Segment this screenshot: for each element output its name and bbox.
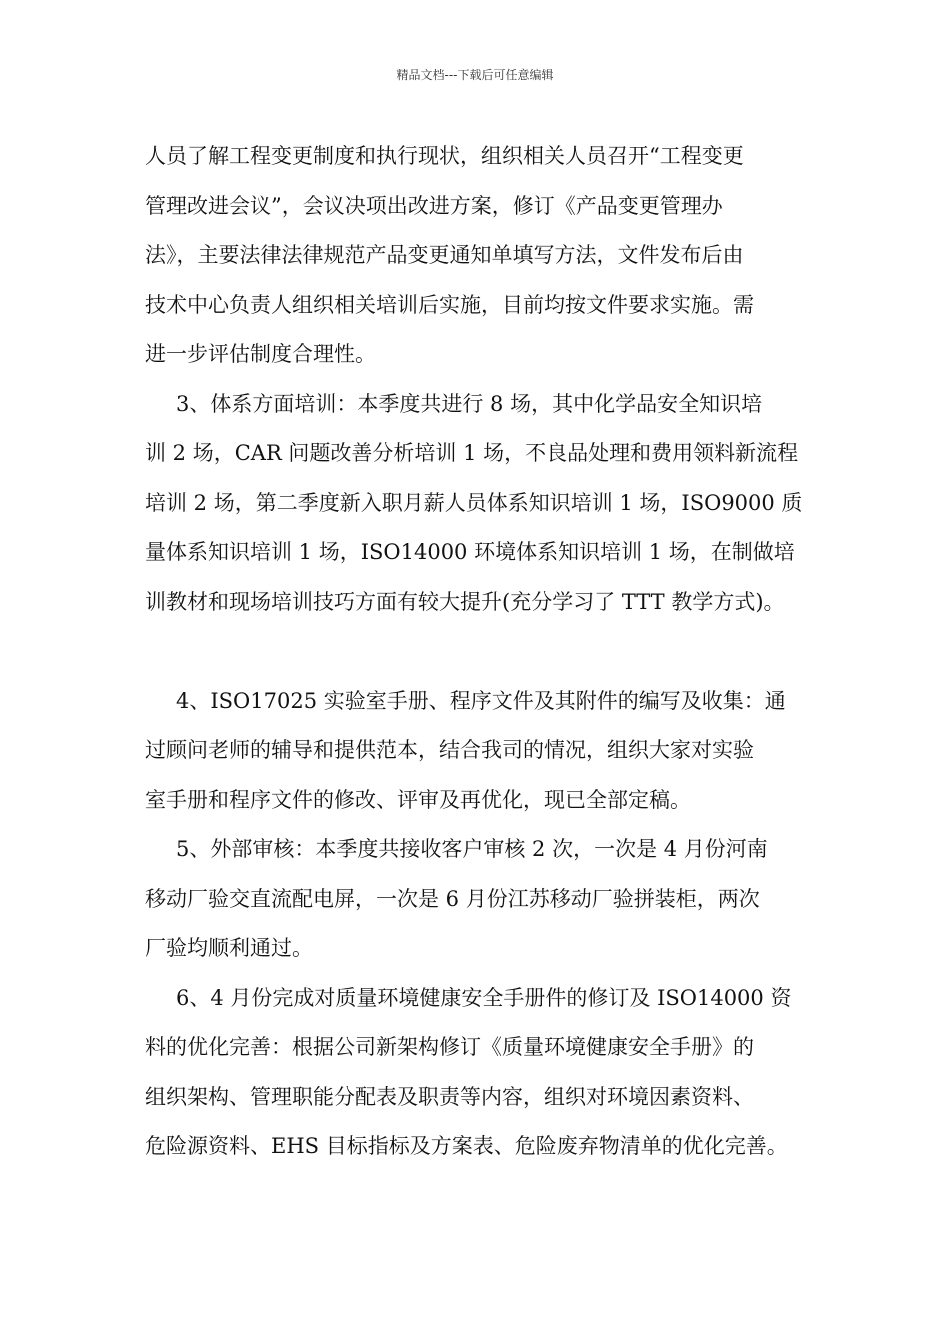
paragraph-3-start: 3、体系方面培训：本季度共进行 8 场，其中化学品安全知识培 [176,391,763,416]
text-line: 危险源资料、EHS 目标指标及方案表、危险废弃物清单的优化完善。 [145,1134,788,1158]
text-line: 技术中心负责人组织相关培训后实施，目前均按文件要求实施。需 [145,292,754,317]
text-line: 室手册和程序文件的修改、评审及再优化，现已全部定稿。 [145,787,691,812]
text-line: 厂验均顺利通过。 [145,936,313,960]
text-line: 移动厂验交直流配电屏，一次是 6 月份江苏移动厂验拼装柜，两次 [145,886,760,911]
text-line: 量体系知识培训 1 场，ISO14000 环境体系知识培训 1 场，在制做培 [145,540,795,564]
text-line: 过顾问老师的辅导和提供范本，结合我司的情况，组织大家对实验 [145,738,754,762]
text-line: 法》，主要法律法律规范产品变更通知单填写方法，文件发布后由 [145,243,744,267]
page-header: 精品文档---下载后可任意编辑 [396,68,554,82]
paragraph-6-start: 6、4 月份完成对质量环境健康安全手册件的修订及 ISO14000 资 [176,985,792,1010]
text-line: 组织架构、管理职能分配表及职责等内容，组织对环境因素资料、 [145,1084,754,1109]
text-line: 料的优化完善：根据公司新架构修订《质量环境健康安全手册》的 [145,1035,754,1059]
text-line: 训 2 场，CAR 问题改善分析培训 1 场，不良品处理和费用领料新流程 [145,441,799,465]
document-body [145,132,825,1172]
text-line: 人员了解工程变更制度和执行现状，组织相关人员召开“工程变更 [145,144,744,168]
text-line: 进一步评估制度合理性。 [145,342,376,366]
text-line: 管理改进会议”，会议决项出改进方案，修订《产品变更管理办 [145,193,723,218]
paragraph-gap [145,627,825,677]
text-line: 训教材和现场培训技巧方面有较大提升(充分学习了 TTT 教学方式)。 [145,589,785,614]
paragraph-5-start: 5、外部审核：本季度共接收客户审核 2 次，一次是 4 月份河南 [176,837,768,861]
text-line: 培训 2 场，第二季度新入职月薪人员体系知识培训 1 场，ISO9000 质 [145,490,803,515]
paragraph-4-start: 4、ISO17025 实验室手册、程序文件及其附件的编写及收集：通 [176,688,786,713]
